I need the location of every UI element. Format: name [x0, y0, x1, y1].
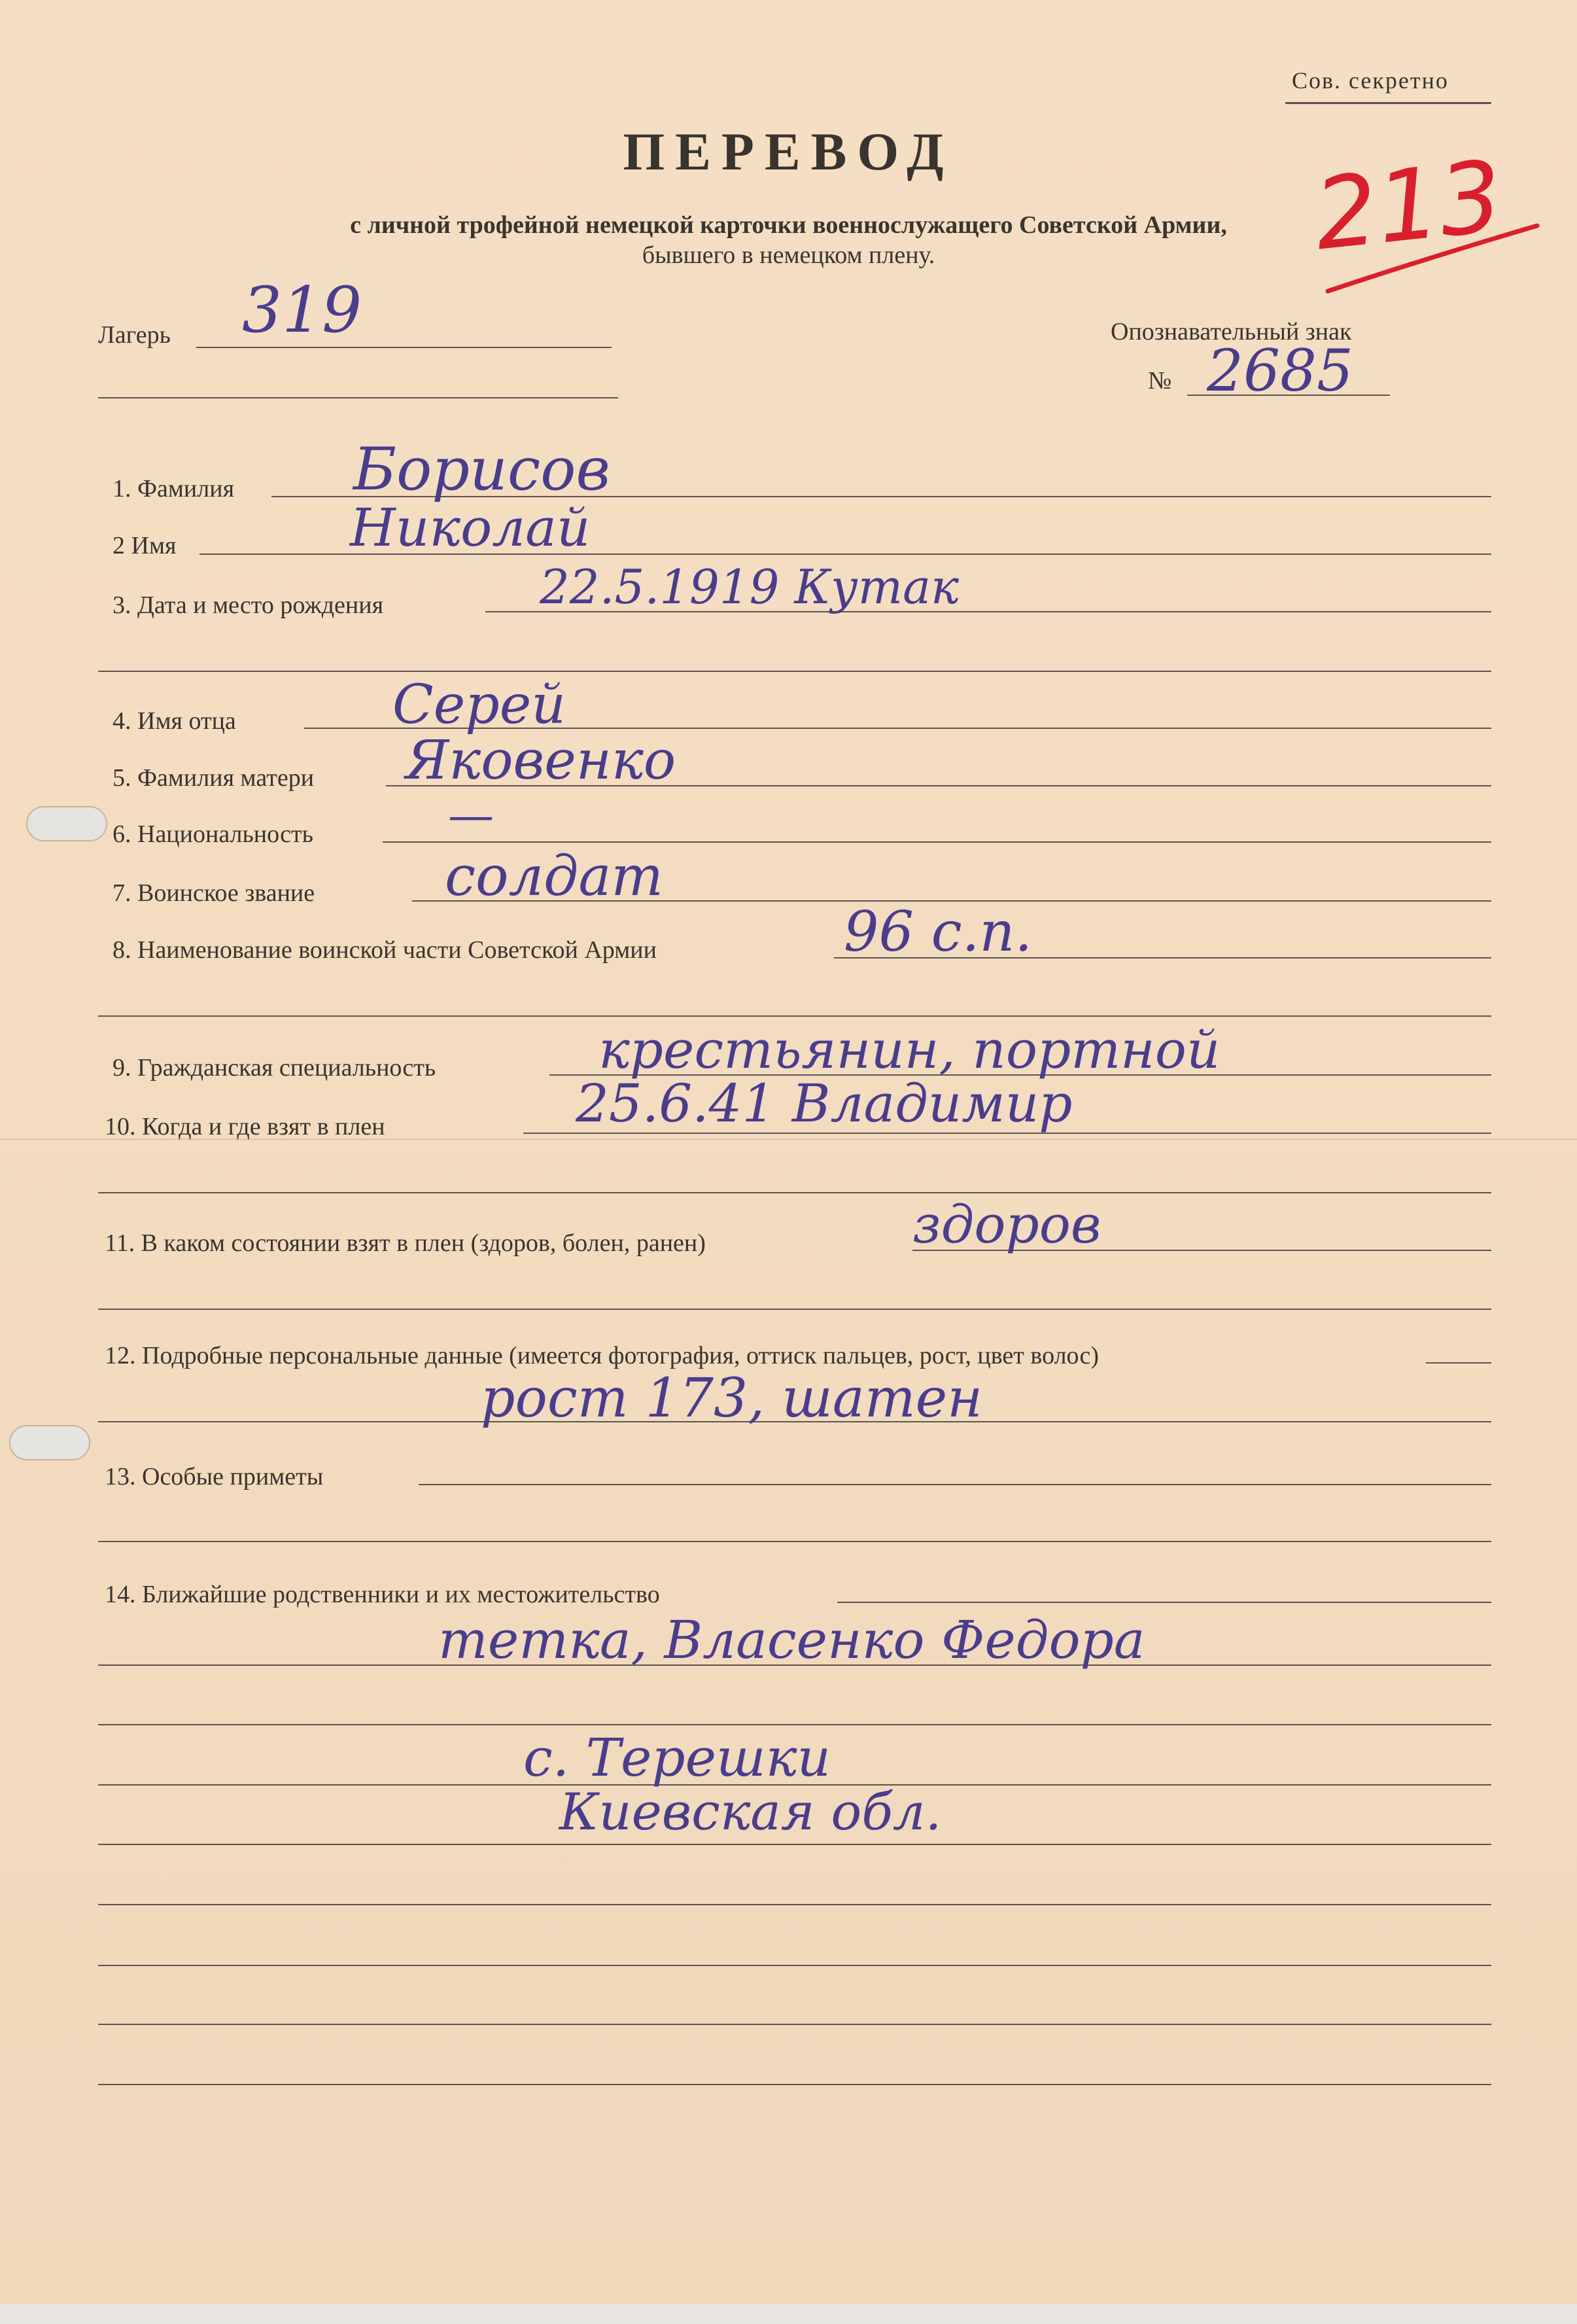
field-11-value: здоров	[912, 1194, 1101, 1255]
field-5-value: Яковенко	[406, 730, 676, 792]
id-tag-number-prefix: №	[1148, 367, 1172, 395]
id-tag-label: Опознавательный знак	[1111, 318, 1352, 345]
field-14-line-3	[98, 1724, 1491, 1725]
subtitle-line-1: с личной трофейной немецкой карточки военнослужащего Советской Армии,	[350, 211, 1227, 239]
field-8-label: 8. Наименование воинской части Советской Армии	[113, 936, 657, 964]
scan-border	[0, 2304, 1577, 2324]
classification-underline	[1285, 102, 1491, 104]
field-2-value: Николай	[350, 497, 591, 558]
document-title: ПЕРЕВОД	[623, 122, 954, 181]
field-7-value: солдат	[445, 844, 664, 908]
id-tag-value: 2685	[1207, 337, 1353, 404]
field-14-value-line-3: Киевская обл.	[559, 1783, 942, 1842]
field-4-value: Серей	[392, 674, 566, 736]
field-5-label: 5. Фамилия матери	[113, 764, 315, 792]
field-14-value-line-1: тетка, Власенко Федора	[438, 1610, 1145, 1670]
field-14-line-5	[98, 1844, 1491, 1845]
field-8-value: 96 с.п.	[844, 900, 1033, 964]
field-14-line-8	[98, 2024, 1491, 2025]
field-12-label: 12. Подробные персональные данные (имеется фотография, оттиск пальцев, рост, цвет волос)	[105, 1342, 1099, 1369]
field-10-value: 25.6.41 Владимир	[576, 1073, 1073, 1134]
field-10-label: 10. Когда и где взят в плен	[105, 1113, 385, 1140]
field-14-line	[837, 1602, 1491, 1603]
punch-hole-bottom	[9, 1425, 90, 1460]
red-number-mark: 213	[1309, 139, 1508, 273]
field-1-value: Борисов	[353, 435, 610, 504]
subtitle-line-2: бывшего в немецком плену.	[642, 241, 935, 269]
camp-line-2	[98, 397, 618, 398]
field-3-value: 22.5.1919 Кутак	[540, 559, 960, 614]
field-13-line	[419, 1484, 1491, 1485]
field-13-line-2	[98, 1541, 1491, 1542]
field-9-label: 9. Гражданская специальность	[113, 1054, 436, 1082]
field-6-line	[383, 841, 1491, 843]
field-14-value-line-2: с. Терешки	[523, 1727, 831, 1788]
field-11-label: 11. В каком состоянии взят в плен (здоров, болен, ранен)	[105, 1229, 706, 1257]
field-2-label: 2 Имя	[113, 532, 177, 559]
camp-value: 319	[242, 273, 362, 347]
classification-mark: Сов. секретно	[1292, 67, 1449, 94]
field-14-line-6	[98, 1904, 1491, 1905]
field-14-line-9	[98, 2084, 1491, 2085]
field-14-line-7	[98, 1965, 1491, 1966]
field-7-label: 7. Воинское звание	[113, 879, 315, 907]
field-11-line-2	[98, 1309, 1491, 1310]
field-10-line-2	[98, 1192, 1491, 1193]
field-9-value: крестьянин, портной	[598, 1019, 1221, 1080]
punch-hole-top	[26, 806, 107, 841]
camp-label: Лагерь	[98, 321, 171, 349]
field-6-label: 6. Национальность	[113, 820, 313, 848]
camp-line	[196, 347, 612, 348]
field-14-label: 14. Ближайшие родственники и их местожительство	[105, 1581, 660, 1608]
field-12-value: рост 173, шатен	[481, 1367, 983, 1430]
field-12-line	[1426, 1362, 1491, 1364]
field-4-label: 4. Имя отца	[113, 707, 236, 735]
field-6-value: —	[448, 788, 494, 842]
field-1-label: 1. Фамилия	[113, 475, 235, 502]
field-3-label: 3. Дата и место рождения	[113, 591, 384, 619]
field-13-label: 13. Особые приметы	[105, 1463, 324, 1490]
field-8-line-2	[98, 1015, 1491, 1017]
field-3-line-2	[98, 671, 1491, 672]
